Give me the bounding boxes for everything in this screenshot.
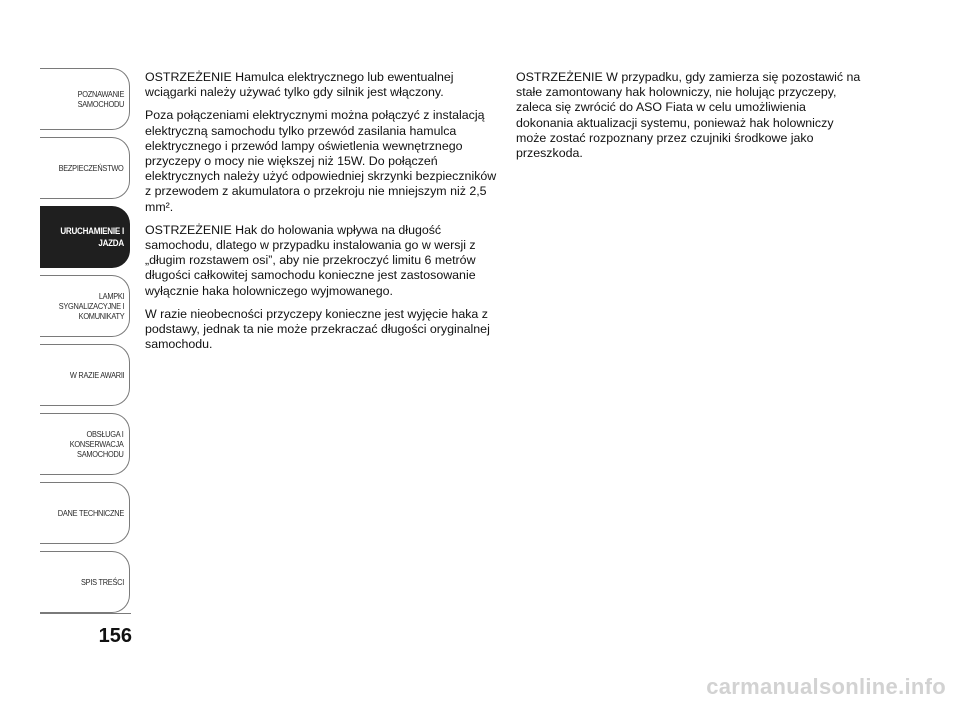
tab-obsluga-i-konserwacja[interactable] [40,413,130,475]
tab-spis-tresci[interactable] [40,551,130,613]
tab-label: URUCHAMIENIE I JAZDA [60,225,124,248]
right-column [516,70,861,169]
tab-dane-techniczne[interactable] [40,482,130,544]
tab-lampki-sygnalizacyjne[interactable] [40,275,130,337]
tab-label: SPIS TREŚCI [80,577,124,587]
tab-label: LAMPKI SYGNALIZACYJNE I KOMUNIKATY [58,291,124,321]
watermark: carmanualsonline.info [706,674,946,699]
tab-poznawanie-samochodu[interactable] [40,68,130,130]
sidebar-divider [40,613,131,614]
tab-label: OBSŁUGA I KONSERWACJA SAMOCHODU [70,429,124,459]
hook-removal-paragraph: W razie nieobecności przyczepy konieczne jest wyjęcie haka z podstawy, jednak ta nie może przekraczać długości oryginalnej samochodu. [145,306,490,352]
page-number: 156 [98,625,132,647]
electrical-connections-paragraph: Poza połączeniami elektrycznymi można połączyć z instalacją elektryczną samochodu tylko przewód zasilania hamulca elektrycznego i przewód lampy oświetlenia wewnętrznego przyczepy o mocy nie większej niż 15W. Do połączeń elektrycznych należy użyć odpowiedniej skrzynki bezpieczników z przewodem z akumulatora o przekroju nie mniejszym niż 2,5 mm². [145,108,497,214]
tab-bezpieczenstwo[interactable] [40,137,130,199]
tab-label: POZNAWANIE SAMOCHODU [77,89,124,109]
tab-label: W RAZIE AWARII [69,370,124,380]
warning-permanent-hook-paragraph: OSTRZEŻENIE W przypadku, gdy zamierza się pozostawić na stałe zamontowany hak holowniczy, nie holując przyczepy, zaleca się zwrócić do ASO Fiata w celu umożliwienia dokonania aktualizacji systemu, ponieważ hak holowniczy może zostać rozpoznany przez czujniki środkowe jako przeszkoda. [516,70,861,161]
tab-label: DANE TECHNICZNE [57,508,124,518]
tab-label: BEZPIECZEŃSTWO [59,163,124,173]
tab-uruchamienie-i-jazda[interactable] [40,206,130,268]
warning-brake-paragraph: OSTRZEŻENIE Hamulca elektrycznego lub ewentualnej wciągarki należy używać tylko gdy silnik jest włączony. [145,70,454,100]
tab-w-razie-awarii[interactable] [40,344,130,406]
left-column [145,70,497,360]
warning-tow-hook-length-paragraph: OSTRZEŻENIE Hak do holowania wpływa na długość samochodu, dlatego w przypadku instalowania go w wersji z „długim rozstawem osi”, aby nie przekroczyć limitu 6 metrów długości całkowitej samochodu konieczne jest zastosowanie wyłącznie haka holowniczego wyjmowanego. [145,222,476,298]
chapter-tabs [40,68,132,620]
